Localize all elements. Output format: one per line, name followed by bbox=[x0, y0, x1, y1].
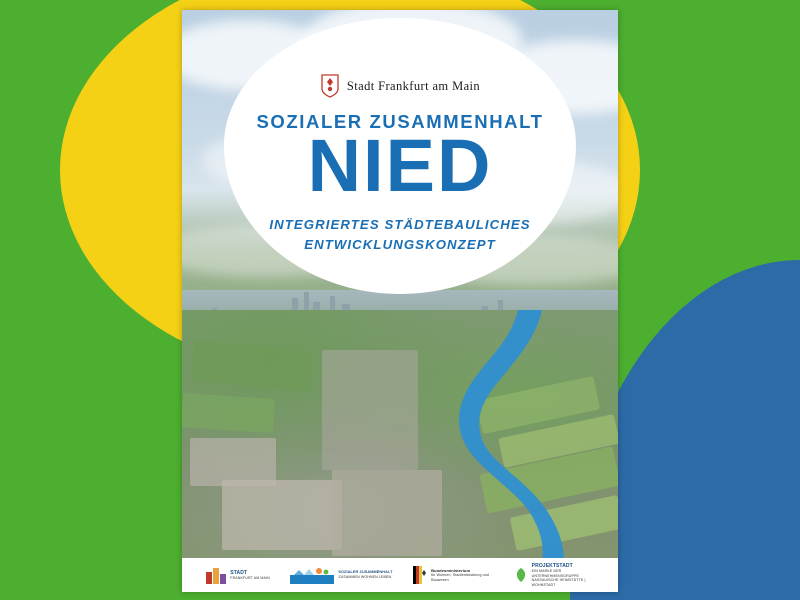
city-crest-row bbox=[224, 74, 576, 98]
river-main bbox=[414, 310, 564, 558]
logo-projektstadt bbox=[514, 563, 594, 587]
logo-bundesministerium-text: Bundesministerium für Wohnen, Stadtentwicklung und Bauwesen bbox=[431, 568, 489, 582]
coat-of-arms-icon bbox=[320, 74, 340, 98]
document-cover bbox=[182, 10, 618, 592]
bundesadler-icon bbox=[413, 566, 427, 584]
logo-stadt-frankfurt bbox=[206, 566, 270, 584]
headline-panel bbox=[224, 18, 576, 294]
logo-bundesministerium bbox=[413, 566, 493, 584]
logo-stadt-frankfurt-text: STADT FRANKFURT AM MAIN bbox=[230, 569, 270, 580]
logo-projektstadt-text: PROJEKTSTADT EIN MARKE DER UNTERNEHMENSGRUPPE NASSAUISCHE HEIMSTÄTTE | WOHNSTADT bbox=[531, 562, 586, 587]
city-crest-label: Stadt Frankfurt am Main bbox=[346, 78, 481, 93]
cover-kicker: SOZIALER ZUSAMMENHALT bbox=[256, 111, 544, 132]
zusammenhalt-logo-icon bbox=[290, 566, 334, 584]
partner-logo-strip bbox=[182, 558, 618, 592]
logo-sozialer-zusammenhalt-text: SOZIALER ZUSAMMENHALT ZUSAMMEN WOHNEN LEBEN bbox=[338, 570, 393, 580]
cover-subtitle-line-2: ENTWICKLUNGSKONZEPT bbox=[304, 237, 496, 253]
logo-sozialer-zusammenhalt bbox=[290, 566, 392, 584]
frankfurt-logo-icon bbox=[206, 566, 226, 584]
aerial-photo bbox=[182, 10, 618, 558]
projektstadt-leaf-icon bbox=[514, 567, 528, 583]
cover-title: NIED bbox=[307, 124, 493, 207]
cover-subtitle-line-1: INTEGRIERTES STÄDTEBAULICHES bbox=[269, 217, 531, 232]
